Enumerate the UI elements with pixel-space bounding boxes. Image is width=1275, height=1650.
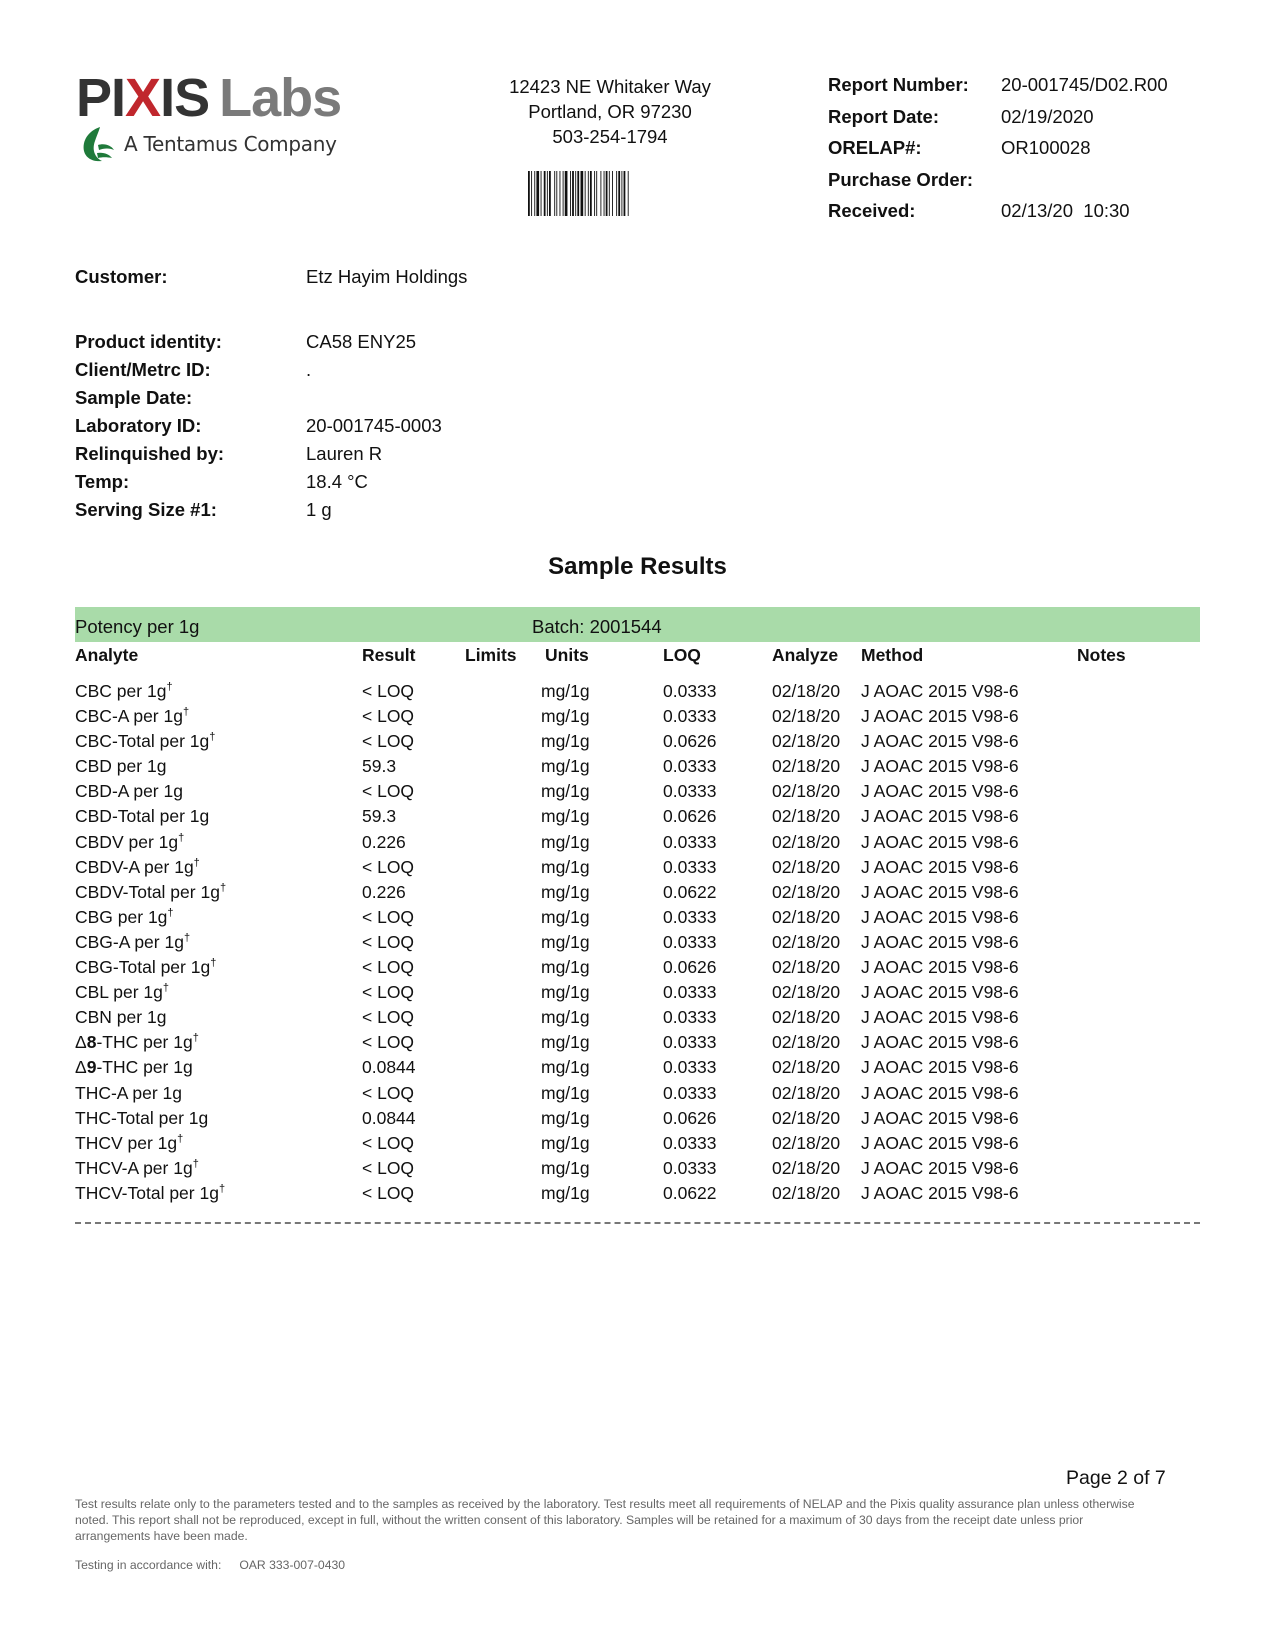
cell-analyte xyxy=(75,1083,182,1104)
table-row xyxy=(75,1131,1200,1156)
barcode-bar xyxy=(612,171,613,216)
received-label: Received: xyxy=(828,200,916,221)
cell-result: < LOQ xyxy=(362,781,415,802)
report-date-row xyxy=(828,106,1248,138)
barcode-bar xyxy=(616,171,617,216)
logo-text-is: IS xyxy=(160,68,210,128)
cell-analyte xyxy=(75,731,215,752)
cell-loq: 0.0622 xyxy=(663,1182,717,1203)
section-title: Sample Results xyxy=(548,553,727,580)
cell-units: mg/1g xyxy=(541,1057,590,1078)
barcode-bar xyxy=(588,171,589,216)
cell-result: < LOQ xyxy=(362,856,415,877)
cell-analyze: 02/18/20 xyxy=(772,881,841,902)
cell-result: < LOQ xyxy=(362,1082,415,1103)
analyte-analyte: CBG-A per 1g xyxy=(75,931,184,952)
customer-block xyxy=(75,266,575,294)
cell-units: mg/1g xyxy=(541,731,590,752)
barcode-bar xyxy=(600,171,601,216)
cell-result: < LOQ xyxy=(362,1132,415,1153)
table-row xyxy=(75,1005,1200,1030)
sample-info-value: 18.4 °C xyxy=(306,471,368,492)
cell-units: mg/1g xyxy=(541,881,590,902)
address-street: 12423 NE Whitaker Way xyxy=(509,76,711,97)
sample-info-label: Client/Metrc ID: xyxy=(75,359,211,380)
barcode-bar xyxy=(572,171,574,216)
cell-units: mg/1g xyxy=(541,1007,590,1028)
cell-analyze: 02/18/20 xyxy=(772,1132,841,1153)
report-date-label: Report Date: xyxy=(828,105,940,127)
tentamus-leaf-icon xyxy=(80,125,116,163)
cell-analyte xyxy=(75,1007,166,1028)
header-method: Method xyxy=(861,645,924,665)
analyte-analyte: THCV-A per 1g xyxy=(75,1157,193,1178)
barcode-bar xyxy=(577,171,579,216)
barcode-bar xyxy=(541,171,542,216)
analyte-analyte: CBL per 1g xyxy=(75,982,163,1003)
barcode-bar xyxy=(547,171,548,216)
cell-result: < LOQ xyxy=(362,706,415,727)
received-row xyxy=(828,200,1248,232)
cell-method: J AOAC 2015 V98-6 xyxy=(861,1082,1019,1103)
cell-method: J AOAC 2015 V98-6 xyxy=(861,756,1019,777)
sample-info-row xyxy=(75,443,575,471)
barcode-bar xyxy=(609,171,610,216)
barcode-bar xyxy=(534,171,535,216)
address-city: Portland, OR 97230 xyxy=(528,101,692,122)
lab-address xyxy=(470,74,750,149)
report-number-row xyxy=(828,74,1248,106)
analyte-analyte: CBG-Total per 1g xyxy=(75,957,211,978)
barcode-bar xyxy=(581,171,584,216)
cell-units: mg/1g xyxy=(541,756,590,777)
cell-units: mg/1g xyxy=(541,957,590,978)
table-row xyxy=(75,905,1200,930)
cell-analyte xyxy=(75,1057,193,1078)
header-units: Units xyxy=(545,645,589,665)
header-notes: Notes xyxy=(1077,645,1126,665)
cell-result: < LOQ xyxy=(362,731,415,752)
cell-loq: 0.0626 xyxy=(663,1107,717,1128)
cell-method: J AOAC 2015 V98-6 xyxy=(861,806,1019,827)
sample-info-value: 1 g xyxy=(306,499,332,520)
barcode-bar xyxy=(531,171,532,216)
sample-info-row xyxy=(75,471,575,499)
sample-info-value: . xyxy=(306,359,312,380)
cell-units: mg/1g xyxy=(541,1032,590,1053)
cell-method: J AOAC 2015 V98-6 xyxy=(861,731,1019,752)
cell-loq: 0.0333 xyxy=(663,906,717,927)
analyte-delta-num: 8 xyxy=(86,1032,97,1053)
sample-info-label: Serving Size #1: xyxy=(75,499,217,520)
header-limits: Limits xyxy=(465,645,517,665)
logo-wordmark xyxy=(76,68,341,128)
cell-units: mg/1g xyxy=(541,856,590,877)
address-phone: 503-254-1794 xyxy=(552,126,668,147)
cell-analyze: 02/18/20 xyxy=(772,957,841,978)
cell-method: J AOAC 2015 V98-6 xyxy=(861,1032,1019,1053)
analyte-dagger: † xyxy=(193,856,200,869)
sample-info xyxy=(75,331,575,527)
table-row xyxy=(75,679,1200,704)
cell-loq: 0.0333 xyxy=(663,1157,717,1178)
page-number: Page 2 of 7 xyxy=(1066,1467,1166,1489)
analyte-analyte: -THC per 1g xyxy=(96,1032,193,1053)
barcode-bar xyxy=(549,171,551,216)
header-analyze: Analyze xyxy=(772,645,839,665)
analyte-dagger: † xyxy=(192,1157,199,1170)
cell-loq: 0.0333 xyxy=(663,1032,717,1053)
barcode-bar xyxy=(554,171,555,216)
analyte-delta-num: 9 xyxy=(86,1057,97,1078)
cell-units: mg/1g xyxy=(541,1107,590,1128)
cell-result: 0.0844 xyxy=(362,1107,416,1128)
cell-analyze: 02/18/20 xyxy=(772,781,841,802)
barcode-bar xyxy=(563,171,564,216)
cell-method: J AOAC 2015 V98-6 xyxy=(861,856,1019,877)
table-row xyxy=(75,1181,1200,1206)
cell-method: J AOAC 2015 V98-6 xyxy=(861,881,1019,902)
analyte-analyte: CBD-A per 1g xyxy=(75,781,183,802)
header-analyte: Analyte xyxy=(75,645,139,665)
cell-analyte xyxy=(75,982,169,1003)
cell-analyze: 02/18/20 xyxy=(772,1107,841,1128)
logo-tagline-row xyxy=(80,122,337,166)
cell-analyte xyxy=(75,1158,199,1179)
sample-info-row xyxy=(75,331,575,359)
cell-loq: 0.0333 xyxy=(663,1007,717,1028)
analyte-dagger: † xyxy=(209,731,216,744)
cell-result: 59.3 xyxy=(362,756,397,777)
cell-method: J AOAC 2015 V98-6 xyxy=(861,1157,1019,1178)
barcode-bar xyxy=(604,171,605,216)
cell-analyte xyxy=(75,1108,208,1129)
table-end-divider xyxy=(75,1222,1200,1224)
cell-loq: 0.0333 xyxy=(663,1057,717,1078)
cell-units: mg/1g xyxy=(541,681,590,701)
barcode-bar xyxy=(536,171,539,216)
analyte-dagger: † xyxy=(218,1183,226,1196)
barcode-bar xyxy=(565,171,568,216)
barcode-bar xyxy=(628,171,629,216)
barcode-bar xyxy=(624,171,626,216)
cell-units: mg/1g xyxy=(541,831,590,852)
sample-info-row xyxy=(75,387,575,415)
table-row xyxy=(75,704,1200,729)
cell-method: J AOAC 2015 V98-6 xyxy=(861,1107,1019,1128)
cell-analyze: 02/18/20 xyxy=(772,731,841,752)
analyte-dagger: † xyxy=(167,907,174,920)
logo-tagline: A Tentamus Company xyxy=(124,132,337,156)
cell-result: 0.226 xyxy=(362,881,406,902)
cell-units: mg/1g xyxy=(541,1157,590,1178)
sample-info-value: Lauren R xyxy=(306,443,383,464)
cell-loq: 0.0333 xyxy=(663,681,717,701)
barcode-bar xyxy=(596,171,597,216)
cell-result: < LOQ xyxy=(362,906,415,927)
header-loq: LOQ xyxy=(663,645,701,665)
analyte-dagger: † xyxy=(182,706,190,719)
analyte-dagger: † xyxy=(192,1032,199,1045)
cell-units: mg/1g xyxy=(541,1132,590,1153)
cell-loq: 0.0622 xyxy=(663,881,717,902)
cell-analyze: 02/18/20 xyxy=(772,756,841,777)
cell-units: mg/1g xyxy=(541,706,590,727)
report-date-value: 02/19/2020 xyxy=(1001,105,1094,127)
cell-analyze: 02/18/20 xyxy=(772,856,841,877)
cell-method: J AOAC 2015 V98-6 xyxy=(861,706,1019,727)
cell-analyze: 02/18/20 xyxy=(772,1157,841,1178)
report-number-label: Report Number: xyxy=(828,74,969,95)
cell-analyze: 02/18/20 xyxy=(772,931,841,952)
cell-analyze: 02/18/20 xyxy=(772,1057,841,1078)
table-row xyxy=(75,1081,1200,1106)
cell-units: mg/1g xyxy=(541,906,590,927)
cell-result: < LOQ xyxy=(362,957,415,978)
table-row xyxy=(75,754,1200,779)
sample-info-value: 20-001745-0003 xyxy=(306,415,442,436)
cell-analyte xyxy=(75,681,173,702)
logo-text-pi: PI xyxy=(76,68,126,128)
cell-analyze: 02/18/20 xyxy=(772,982,841,1003)
cell-analyte xyxy=(75,857,200,878)
header-result: Result xyxy=(362,645,416,665)
table-row xyxy=(75,930,1200,955)
analyte-analyte: THCV per 1g xyxy=(75,1132,178,1153)
sample-info-row xyxy=(75,359,575,387)
cell-analyte xyxy=(75,781,183,802)
analyte-analyte: CBG per 1g xyxy=(75,906,168,927)
analyte-prefix: Δ xyxy=(75,1057,87,1078)
cell-loq: 0.0333 xyxy=(663,1082,717,1103)
analyte-analyte: CBC per 1g xyxy=(75,681,167,701)
received-value: 02/13/20 10:30 xyxy=(1001,200,1130,221)
cell-analyze: 02/18/20 xyxy=(772,1032,841,1053)
cell-result: < LOQ xyxy=(362,931,415,952)
analyte-analyte: -THC per 1g xyxy=(96,1057,193,1078)
report-info xyxy=(828,74,1248,232)
cell-method: J AOAC 2015 V98-6 xyxy=(861,1057,1019,1078)
analyte-dagger: † xyxy=(219,881,227,894)
barcode-bar xyxy=(621,171,622,216)
table-row xyxy=(75,955,1200,980)
barcode-bar xyxy=(528,171,530,216)
sample-info-value: CA58 ENY25 xyxy=(306,331,417,352)
testing-accordance xyxy=(75,1558,345,1572)
cell-units: mg/1g xyxy=(541,982,590,1003)
analyte-prefix: Δ xyxy=(75,1032,87,1053)
analyte-analyte: THCV-Total per 1g xyxy=(75,1182,219,1203)
logo-text-labs: Labs xyxy=(219,68,342,128)
analyte-analyte: CBD per 1g xyxy=(75,756,167,777)
results-table xyxy=(75,679,1200,1206)
testing-value: OAR 333-007-0430 xyxy=(239,1558,346,1572)
customer-row xyxy=(75,266,575,294)
table-row xyxy=(75,1106,1200,1131)
batch-label: Batch: 2001544 xyxy=(532,616,662,637)
cell-analyze: 02/18/20 xyxy=(772,831,841,852)
cell-analyte xyxy=(75,882,226,903)
cell-loq: 0.0333 xyxy=(663,982,717,1003)
barcode-bar xyxy=(560,171,561,216)
cell-method: J AOAC 2015 V98-6 xyxy=(861,982,1019,1003)
cell-result: < LOQ xyxy=(362,681,415,701)
cell-method: J AOAC 2015 V98-6 xyxy=(861,831,1019,852)
cell-analyte xyxy=(75,806,209,827)
logo-text-x: X xyxy=(125,68,161,128)
cell-method: J AOAC 2015 V98-6 xyxy=(861,681,1019,701)
orelap-label: ORELAP#: xyxy=(828,137,922,158)
purchase-order-row xyxy=(828,169,1248,201)
table-row xyxy=(75,855,1200,880)
cell-result: 0.0844 xyxy=(362,1057,416,1078)
table-row xyxy=(75,880,1200,905)
cell-analyze: 02/18/20 xyxy=(772,906,841,927)
table-row xyxy=(75,804,1200,829)
cell-method: J AOAC 2015 V98-6 xyxy=(861,931,1019,952)
table-row xyxy=(75,1030,1200,1055)
barcode-bar xyxy=(544,171,546,216)
table-row xyxy=(75,779,1200,804)
cell-units: mg/1g xyxy=(541,1082,590,1103)
analyte-dagger: † xyxy=(178,831,185,844)
cell-analyte xyxy=(75,1032,199,1053)
analyte-dagger: † xyxy=(166,681,173,694)
cell-loq: 0.0626 xyxy=(663,806,717,827)
sample-info-row xyxy=(75,499,575,527)
barcode-bar xyxy=(606,171,608,216)
cell-analyze: 02/18/20 xyxy=(772,1007,841,1028)
table-row xyxy=(75,729,1200,754)
analyte-dagger: † xyxy=(177,1132,184,1145)
cell-analyze: 02/18/20 xyxy=(772,681,841,701)
sample-info-label: Relinquished by: xyxy=(75,443,225,464)
customer-value: Etz Hayim Holdings xyxy=(306,266,468,287)
cell-analyze: 02/18/20 xyxy=(772,806,841,827)
cell-result: < LOQ xyxy=(362,1032,415,1053)
analyte-analyte: CBC-A per 1g xyxy=(75,706,183,727)
cell-analyte xyxy=(75,756,166,777)
analyte-analyte: THC-Total per 1g xyxy=(75,1107,209,1128)
analyte-dagger: † xyxy=(183,932,191,945)
analyte-analyte: CBDV-Total per 1g xyxy=(75,881,220,902)
cell-loq: 0.0333 xyxy=(663,706,717,727)
sample-info-row xyxy=(75,415,575,443)
cell-analyte xyxy=(75,1133,183,1154)
company-logo xyxy=(76,68,366,168)
analyte-analyte: CBD-Total per 1g xyxy=(75,806,210,827)
purchase-order-label: Purchase Order: xyxy=(828,168,973,190)
cell-units: mg/1g xyxy=(541,931,590,952)
analyte-dagger: † xyxy=(210,957,217,970)
potency-band xyxy=(75,607,1200,642)
cell-method: J AOAC 2015 V98-6 xyxy=(861,906,1019,927)
cell-loq: 0.0333 xyxy=(663,831,717,852)
cell-loq: 0.0333 xyxy=(663,1132,717,1153)
cell-method: J AOAC 2015 V98-6 xyxy=(861,957,1019,978)
cell-analyte xyxy=(75,832,184,853)
cell-analyze: 02/18/20 xyxy=(772,1082,841,1103)
cell-method: J AOAC 2015 V98-6 xyxy=(861,781,1019,802)
cell-loq: 0.0333 xyxy=(663,756,717,777)
barcode-bar xyxy=(575,171,576,216)
analyte-analyte: CBC-Total per 1g xyxy=(75,731,210,752)
table-row xyxy=(75,830,1200,855)
analyte-analyte: CBN per 1g xyxy=(75,1007,167,1028)
cell-method: J AOAC 2015 V98-6 xyxy=(861,1182,1019,1203)
analyte-analyte: CBDV per 1g xyxy=(75,831,179,852)
cell-analyte xyxy=(75,706,189,727)
table-row xyxy=(75,1055,1200,1080)
cell-loq: 0.0626 xyxy=(663,957,717,978)
cell-units: mg/1g xyxy=(541,806,590,827)
analyte-analyte: THC-A per 1g xyxy=(75,1082,182,1103)
cell-method: J AOAC 2015 V98-6 xyxy=(861,1007,1019,1028)
disclaimer-text: Test results relate only to the parameters tested and to the samples as received by the laboratory. Test results meet all requirements of NELAP and the Pixis quality assurance plan unless otherwise noted. This report shall not be reproduced, except in full, without the written consent of this laboratory. Samples will be retained for a maximum of 30 days from the receipt date unless prior arrangements have been made. xyxy=(75,1497,1135,1543)
cell-analyte xyxy=(75,1183,225,1204)
cell-result: < LOQ xyxy=(362,982,415,1003)
cell-analyte xyxy=(75,957,216,978)
barcode-bar xyxy=(556,171,557,216)
barcode-bar xyxy=(570,171,571,216)
orelap-value: OR100028 xyxy=(1001,137,1091,158)
cell-analyze: 02/18/20 xyxy=(772,1182,841,1203)
sample-info-label: Laboratory ID: xyxy=(75,415,202,436)
analyte-dagger: † xyxy=(162,982,170,995)
report-number-value: 20-001745/D02.R00 xyxy=(1001,74,1168,95)
barcode-bar xyxy=(585,171,586,216)
cell-analyte xyxy=(75,932,190,953)
barcode-image xyxy=(528,171,670,216)
table-row xyxy=(75,980,1200,1005)
cell-result: < LOQ xyxy=(362,1157,415,1178)
sample-info-label: Temp: xyxy=(75,471,130,492)
table-row xyxy=(75,1156,1200,1181)
cell-units: mg/1g xyxy=(541,781,590,802)
cell-loq: 0.0333 xyxy=(663,931,717,952)
cell-result: 0.226 xyxy=(362,831,406,852)
cell-loq: 0.0333 xyxy=(663,781,717,802)
testing-label: Testing in accordance with: xyxy=(75,1558,222,1572)
cell-analyze: 02/18/20 xyxy=(772,706,841,727)
cell-result: 59.3 xyxy=(362,806,397,827)
orelap-row xyxy=(828,137,1248,169)
cell-method: J AOAC 2015 V98-6 xyxy=(861,1132,1019,1153)
barcode-bar xyxy=(590,171,592,216)
sample-info-label: Product identity: xyxy=(75,331,222,352)
barcode-bar xyxy=(594,171,595,216)
potency-group-label: Potency per 1g xyxy=(75,616,200,637)
customer-label: Customer: xyxy=(75,266,168,287)
analyte-analyte: CBDV-A per 1g xyxy=(75,856,194,877)
sample-info-label: Sample Date: xyxy=(75,387,193,408)
cell-analyte xyxy=(75,907,174,928)
cell-result: < LOQ xyxy=(362,1182,415,1203)
cell-loq: 0.0333 xyxy=(663,856,717,877)
barcode-bar xyxy=(618,171,620,216)
cell-loq: 0.0626 xyxy=(663,731,717,752)
cell-units: mg/1g xyxy=(541,1182,590,1203)
cell-result: < LOQ xyxy=(362,1007,415,1028)
